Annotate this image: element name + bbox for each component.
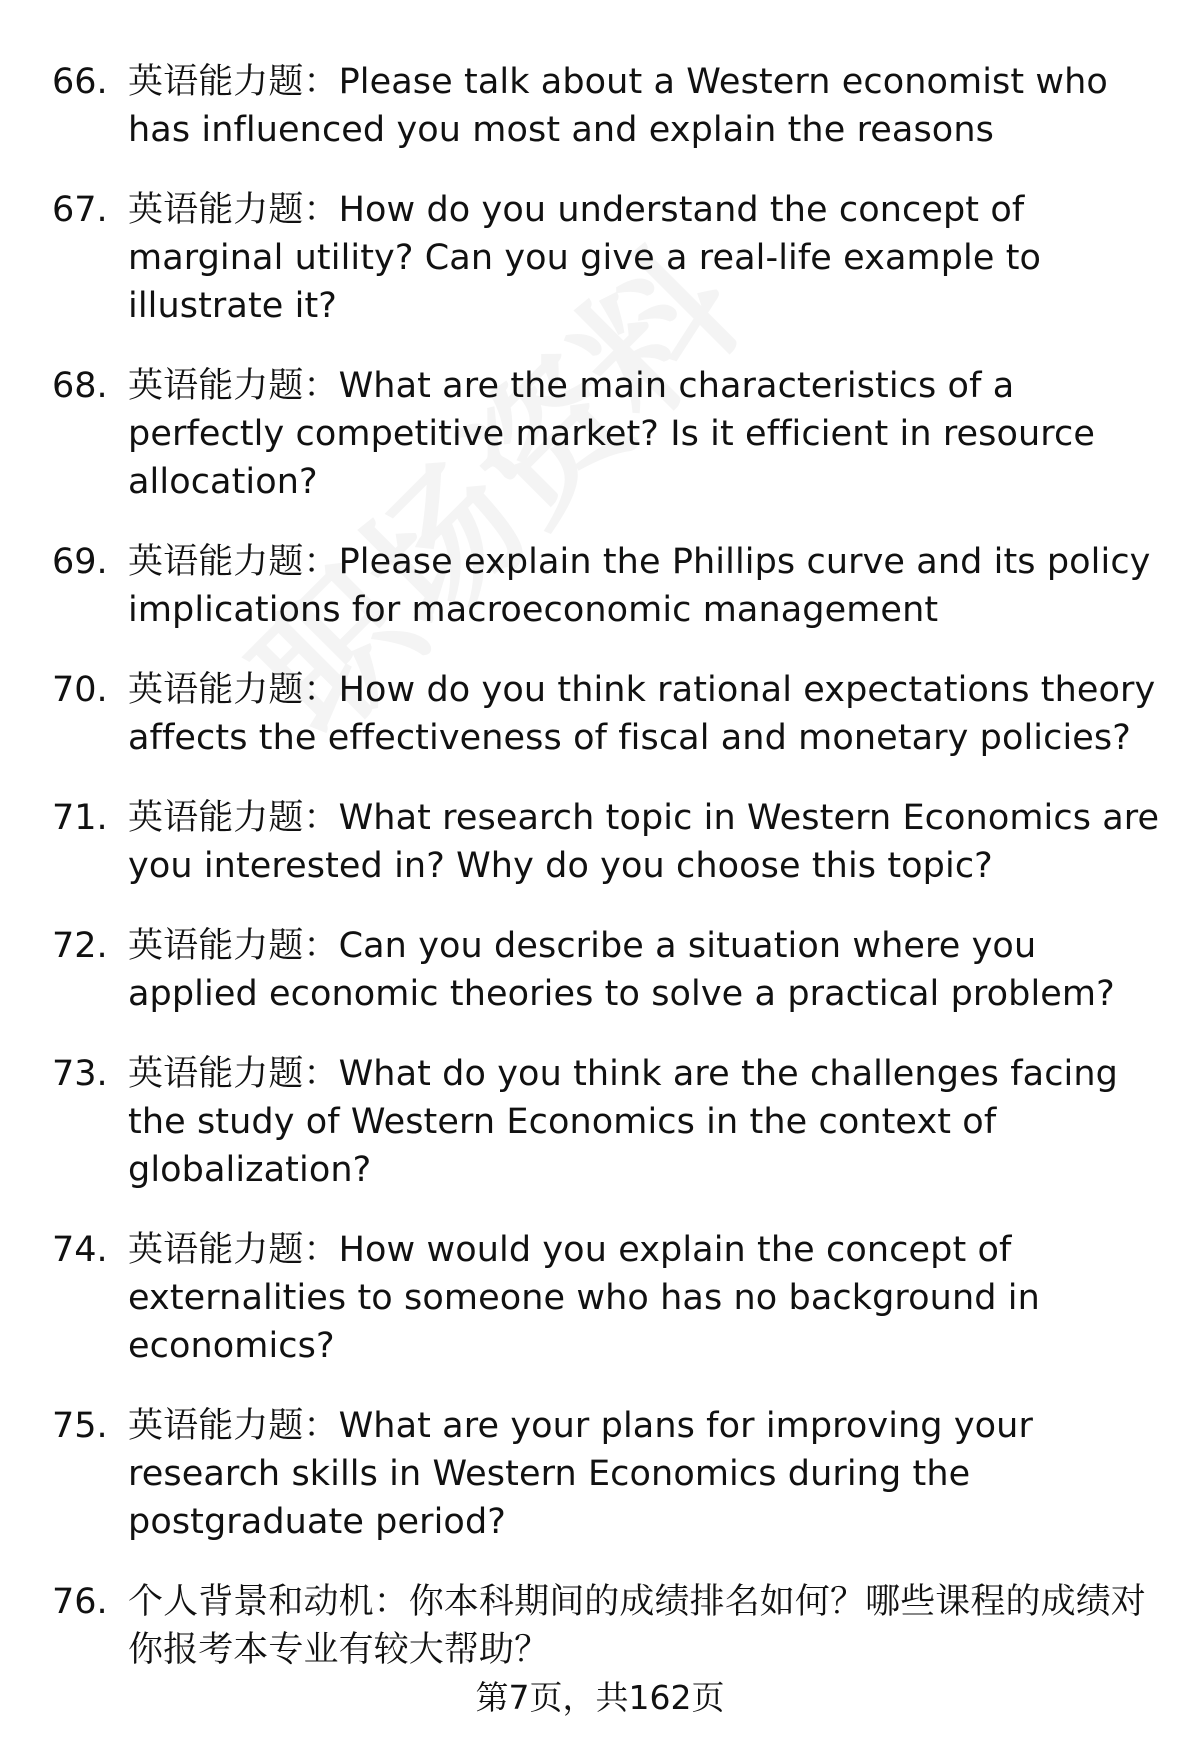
question-item-73 (52, 1050, 1172, 1194)
question-number: 69. (52, 542, 108, 582)
question-item-72 (52, 922, 1172, 1018)
question-number: 74. (52, 1230, 108, 1270)
question-text: 英语能力题：Please talk about a Western economist who has influenced you most and explain the reasons (128, 62, 1108, 150)
question-text: 英语能力题：Please explain the Phillips curve and its policy implications for macroeconomic management (128, 542, 1151, 630)
question-text: 英语能力题：What do you think are the challenges facing the study of Western Economics in the context of globalization? (128, 1054, 1118, 1190)
question-number: 71. (52, 798, 108, 838)
question-number: 75. (52, 1406, 108, 1446)
question-number: 73. (52, 1054, 108, 1094)
question-item-66 (52, 58, 1172, 154)
question-item-70 (52, 666, 1172, 762)
question-item-69 (52, 538, 1172, 634)
question-number: 70. (52, 670, 108, 710)
question-number: 66. (52, 62, 108, 102)
page-footer: 第7页，共162页 (475, 1678, 725, 1717)
question-list (52, 58, 1172, 1706)
question-item-67 (52, 186, 1172, 330)
question-text: 英语能力题：How do you think rational expectations theory affects the effectiveness of fiscal and monetary policies? (128, 670, 1156, 758)
question-item-75 (52, 1402, 1172, 1546)
question-number: 72. (52, 926, 108, 966)
question-number: 76. (52, 1582, 108, 1622)
question-text: 英语能力题：Can you describe a situation where you applied economic theories to solve a practical problem? (128, 926, 1115, 1014)
question-text: 英语能力题：How do you understand the concept of marginal utility? Can you give a real-life example to illustrate it? (128, 190, 1042, 326)
question-item-71 (52, 794, 1172, 890)
question-text: 英语能力题：How would you explain the concept of externalities to someone who has no background in economics? (128, 1230, 1040, 1366)
question-text: 英语能力题：What are your plans for improving your research skills in Western Economics during the postgraduate period? (128, 1406, 1033, 1542)
question-text: 英语能力题：What are the main characteristics of a perfectly competitive market? Is it efficient in resource allocation? (128, 366, 1096, 502)
question-text: 个人背景和动机：你本科期间的成绩排名如何？哪些课程的成绩对你报考本专业有较大帮助？ (128, 1582, 1146, 1670)
question-number: 67. (52, 190, 108, 230)
question-number: 68. (52, 366, 108, 406)
question-item-68 (52, 362, 1172, 506)
question-item-74 (52, 1226, 1172, 1370)
question-item-76 (52, 1578, 1172, 1674)
question-text: 英语能力题：What research topic in Western Economics are you interested in? Why do you choose this topic? (128, 798, 1160, 886)
